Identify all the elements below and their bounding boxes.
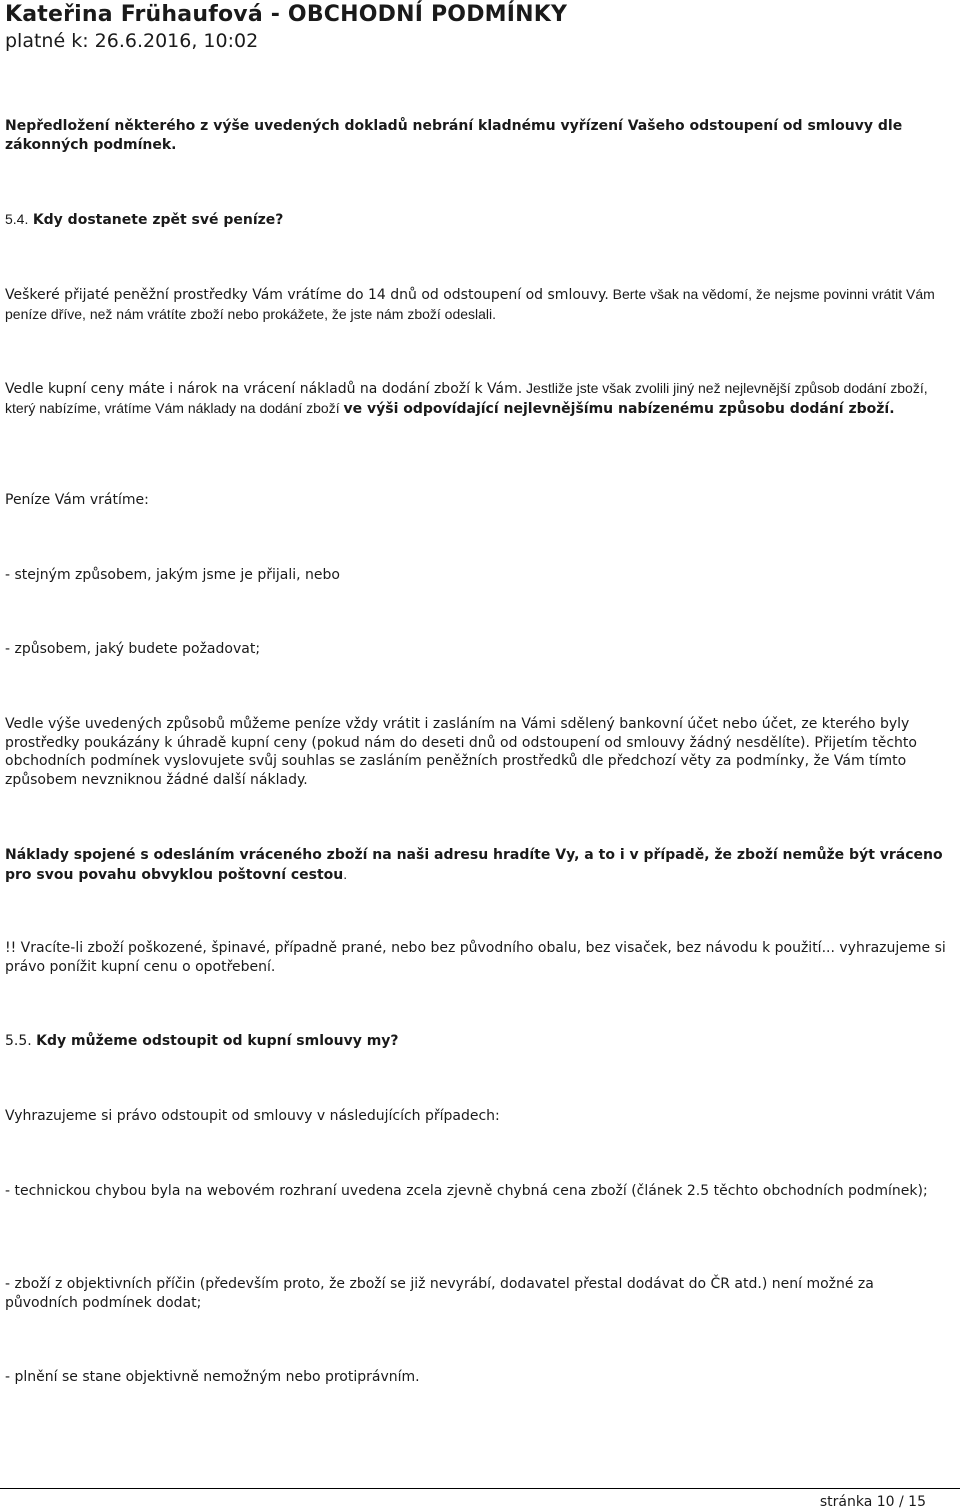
section-number: 5.4. bbox=[5, 211, 29, 227]
paragraph-withdrawal-cases: Vyhrazujeme si právo odstoupit od smlouvy v následujících případech: bbox=[5, 1108, 500, 1124]
return-shipping-bold: Náklady spojené s odesláním vráceného zboží na naši adresu hradíte Vy, a to i v případě, že zboží nemůže být vráceno pro svou povahu obvyklou poštovní cestou bbox=[5, 847, 943, 883]
section-title: Kdy dostanete zpět své peníze? bbox=[32, 212, 284, 228]
list-item-impossible: - plnění se stane objektivně nemožným nebo protiprávním. bbox=[5, 1369, 420, 1385]
list-item-requested-method: - způsobem, jaký budete požadovat; bbox=[5, 641, 261, 657]
paragraph-damaged-goods: !! Vracíte-li zboží poškozené, špinavé, případně prané, nebo bez původního obalu, bez visaček, bez návodu k použití... vyhrazujeme si právo ponížit kupní cenu o opotřebení. bbox=[5, 940, 946, 975]
return-shipping-end: . bbox=[343, 865, 348, 882]
footer-divider bbox=[0, 1488, 960, 1489]
paragraph-refund-timing bbox=[5, 285, 950, 324]
delivery-costs-bold: ve výši odpovídající nejlevnějšímu nabízenému způsobu dodání zboží. bbox=[343, 400, 895, 417]
section-title: Kdy můžeme odstoupit od kupní smlouvy my? bbox=[36, 1033, 399, 1049]
refund-timing-note: Berte však na vědomí, že nejsme povinni vrátit Vám peníze dříve, než nám vrátíte zboží nebo prokážete, že jste nám zboží odeslali. bbox=[5, 286, 935, 322]
section-number: 5.5. bbox=[5, 1033, 32, 1049]
paragraph-delivery-costs bbox=[5, 379, 950, 418]
list-item-unavailable: - zboží z objektivních příčin (především proto, že zboží se již nevyrábí, dodavatel přestal dodávat do ČR atd.) není možné za původních podmínek dodat; bbox=[5, 1276, 874, 1311]
page-number: stránka 10 / 15 bbox=[819, 1494, 926, 1510]
document-title: Kateřina Frühaufová - OBCHODNÍ PODMÍNKY bbox=[5, 2, 568, 27]
section-heading-5-5 bbox=[5, 1032, 950, 1051]
delivery-costs-cheapest: Jestliže jste však zvolili jiný než nejlevnější způsob dodání zboží, který nabízíme, vrátíme Vám náklady na dodání zboží bbox=[5, 380, 928, 416]
document-header bbox=[5, 0, 567, 53]
delivery-costs-text: Vedle kupní ceny máte i nárok na vrácení nákladů na dodání zboží k Vám. bbox=[5, 381, 523, 397]
paragraph-missing-documents: Nepředložení některého z výše uvedených dokladů nebrání kladnému vyřízení Vašeho odstoupení od smlouvy dle zákonných podmínek. bbox=[5, 118, 903, 153]
document-date: platné k: 26.6.2016, 10:02 bbox=[5, 30, 259, 52]
refund-timing-text: Veškeré přijaté peněžní prostředky Vám vrátíme do 14 dnů od odstoupení od smlouvy. bbox=[5, 287, 609, 303]
section-heading-5-4 bbox=[5, 210, 950, 230]
paragraph-return-shipping bbox=[5, 846, 950, 884]
list-item-same-method: - stejným způsobem, jakým jsme je přijali, nebo bbox=[5, 567, 340, 583]
paragraph-bank-account: Vedle výše uvedených způsobů můžeme peníze vždy vrátit i zasláním na Vámi sdělený bankovní účet nebo účet, ze kterého byly prostředky poukázány k úhradě kupní ceny (pokud nám do deseti dnů od odstoupení od smlouvy žádný nesdělíte). Přijetím těchto obchodních podmínek vyslovujete svůj souhlas se zasláním peněžních prostředků dle předchozí věty za podmínky, že Vám tímto způsobem nevzniknou žádné další náklady. bbox=[5, 716, 917, 788]
paragraph-refund-methods-intro: Peníze Vám vrátíme: bbox=[5, 492, 149, 508]
list-item-price-error: - technickou chybou byla na webovém rozhraní uvedena zcela zjevně chybná cena zboží (článek 2.5 těchto obchodních podmínek); bbox=[5, 1183, 928, 1199]
